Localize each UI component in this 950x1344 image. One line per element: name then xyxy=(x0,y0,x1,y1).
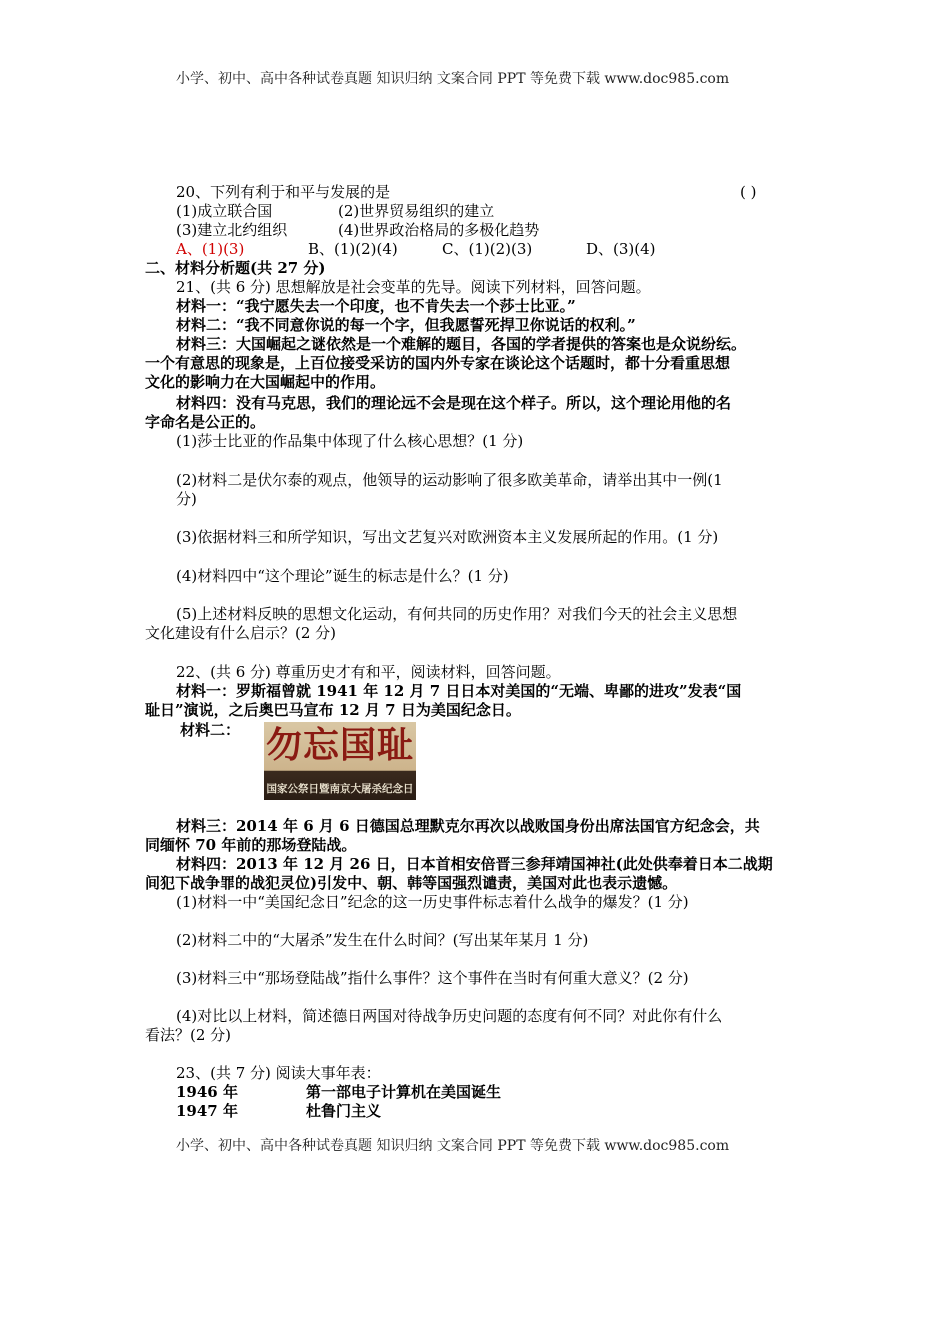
q21-material-2: 材料二：“我不同意你说的每一个字，但我愿誓死捍卫你说话的权利。” xyxy=(176,316,636,334)
q21-material-3-line3: 文化的影响力在大国崛起中的作用。 xyxy=(145,373,386,391)
q20-option-4: (4)世界政治格局的多极化趋势 xyxy=(338,221,540,239)
q22-sub-4-line1: (4)对比以上材料，简述德日两国对待战争历史问题的态度有何不同？对此你有什么 xyxy=(176,1007,723,1025)
q20-option-3: (3)建立北约组织 xyxy=(176,221,288,239)
timeline-year: 1947 年 xyxy=(176,1102,238,1120)
q21-material-4-line1: 材料四：没有马克思，我们的理论远不会是现在这个样子。所以，这个理论用他的名 xyxy=(176,394,732,412)
q21-sub-2-line1: (2)材料二是伏尔泰的观点，他领导的运动影响了很多欧美革命，请举出其中一例(1 xyxy=(176,471,723,489)
q22-sub-1: (1)材料一中“美国纪念日”纪念的这一历史事件标志着什么战争的爆发？(1 分) xyxy=(176,893,689,911)
q22-material-3-line1: 材料三：2014 年 6 月 6 日德国总理默克尔再次以战败国身份出席法国官方纪念会，共 xyxy=(176,817,760,835)
q20-answer-a: A、(1)(3) xyxy=(176,240,245,258)
q20-option-2: (2)世界贸易组织的建立 xyxy=(338,202,495,220)
q22-sub-4-line2: 看法？(2 分) xyxy=(145,1026,232,1044)
page-header: 小学、初中、高中各种试卷真题 知识归纳 文案合同 PPT 等免费下载 www.doc985.com xyxy=(176,71,730,87)
timeline-year: 1946 年 xyxy=(176,1083,238,1101)
q21-material-3-line1: 材料三：大国崛起之谜依然是一个难解的题目，各国的学者提供的答案也是众说纷纭。 xyxy=(176,335,747,353)
q22-material-2-label: 材料二： xyxy=(180,721,241,739)
q22-sub-3: (3)材料三中“那场登陆战”指什么事件？这个事件在当时有何重大意义？(2 分) xyxy=(176,969,689,987)
q20-option-1: (1)成立联合国 xyxy=(176,202,273,220)
q20-answer-d: D、(3)(4) xyxy=(586,240,656,258)
poster-headline: 勿忘国耻 xyxy=(265,725,414,766)
memorial-poster-image xyxy=(264,722,416,800)
q22-material-4-line1: 材料四：2013 年 12 月 26 日，日本首相安倍晋三参拜靖国神社(此处供奉着日本二战期 xyxy=(176,855,773,873)
timeline-event: 第一部电子计算机在美国诞生 xyxy=(306,1083,502,1101)
q22-intro: 22、(共 6 分) 尊重历史才有和平，阅读材料，回答问题。 xyxy=(176,663,561,681)
q21-sub-2-line2: 分) xyxy=(176,490,197,508)
q22-sub-2: (2)材料二中的“大屠杀”发生在什么时间？(写出某年某月 1 分) xyxy=(176,931,589,949)
q20-stem: 20、下列有利于和平与发展的是 xyxy=(176,183,391,201)
q21-intro: 21、(共 6 分) 思想解放是社会变革的先导。阅读下列材料，回答问题。 xyxy=(176,278,651,296)
q21-material-4-line2: 字命名是公正的。 xyxy=(145,413,266,431)
q21-material-1: 材料一：“我宁愿失去一个印度，也不肯失去一个莎士比亚。” xyxy=(176,297,576,315)
q21-material-3-line2: 一个有意思的现象是，上百位接受采访的国内外专家在谈论这个话题时，都十分看重思想 xyxy=(145,354,731,372)
q22-material-3-line2: 同缅怀 70 年前的那场登陆战。 xyxy=(145,836,357,854)
q23-intro: 23、(共 7 分) 阅读大事年表： xyxy=(176,1064,381,1082)
q21-sub-4: (4)材料四中“这个理论”诞生的标志是什么？(1 分) xyxy=(176,567,509,585)
q20-answer-bracket: ( ) xyxy=(740,183,757,201)
q21-sub-5-line2: 文化建设有什么启示？(2 分) xyxy=(145,624,337,642)
q20-answer-b: B、(1)(2)(4) xyxy=(308,240,398,258)
page-footer: 小学、初中、高中各种试卷真题 知识归纳 文案合同 PPT 等免费下载 www.doc985.com xyxy=(176,1138,730,1154)
q22-material-1-line1: 材料一：罗斯福曾就 1941 年 12 月 7 日日本对美国的“无端、卑鄙的进攻”发表“国 xyxy=(176,682,742,700)
q21-sub-1: (1)莎士比亚的作品集中体现了什么核心思想？(1 分) xyxy=(176,432,524,450)
q21-sub-5-line1: (5)上述材料反映的思想文化运动，有何共同的历史作用？对我们今天的社会主义思想 xyxy=(176,605,738,623)
poster-caption: 国家公祭日暨南京大屠杀纪念日 xyxy=(266,783,414,795)
timeline-event: 杜鲁门主义 xyxy=(306,1102,382,1120)
q21-sub-3: (3)依据材料三和所学知识，写出文艺复兴对欧洲资本主义发展所起的作用。(1 分) xyxy=(176,528,719,546)
q22-material-4-line2: 间犯下战争罪的战犯灵位)引发中、朝、韩等国强烈谴责，美国对此也表示遗憾。 xyxy=(145,874,678,892)
q22-material-1-line2: 耻日”演说，之后奥巴马宣布 12 月 7 日为美国纪念日。 xyxy=(145,701,521,719)
section-2-title: 二、材料分析题(共 27 分) xyxy=(145,259,326,277)
q20-answer-c: C、(1)(2)(3) xyxy=(442,240,533,258)
